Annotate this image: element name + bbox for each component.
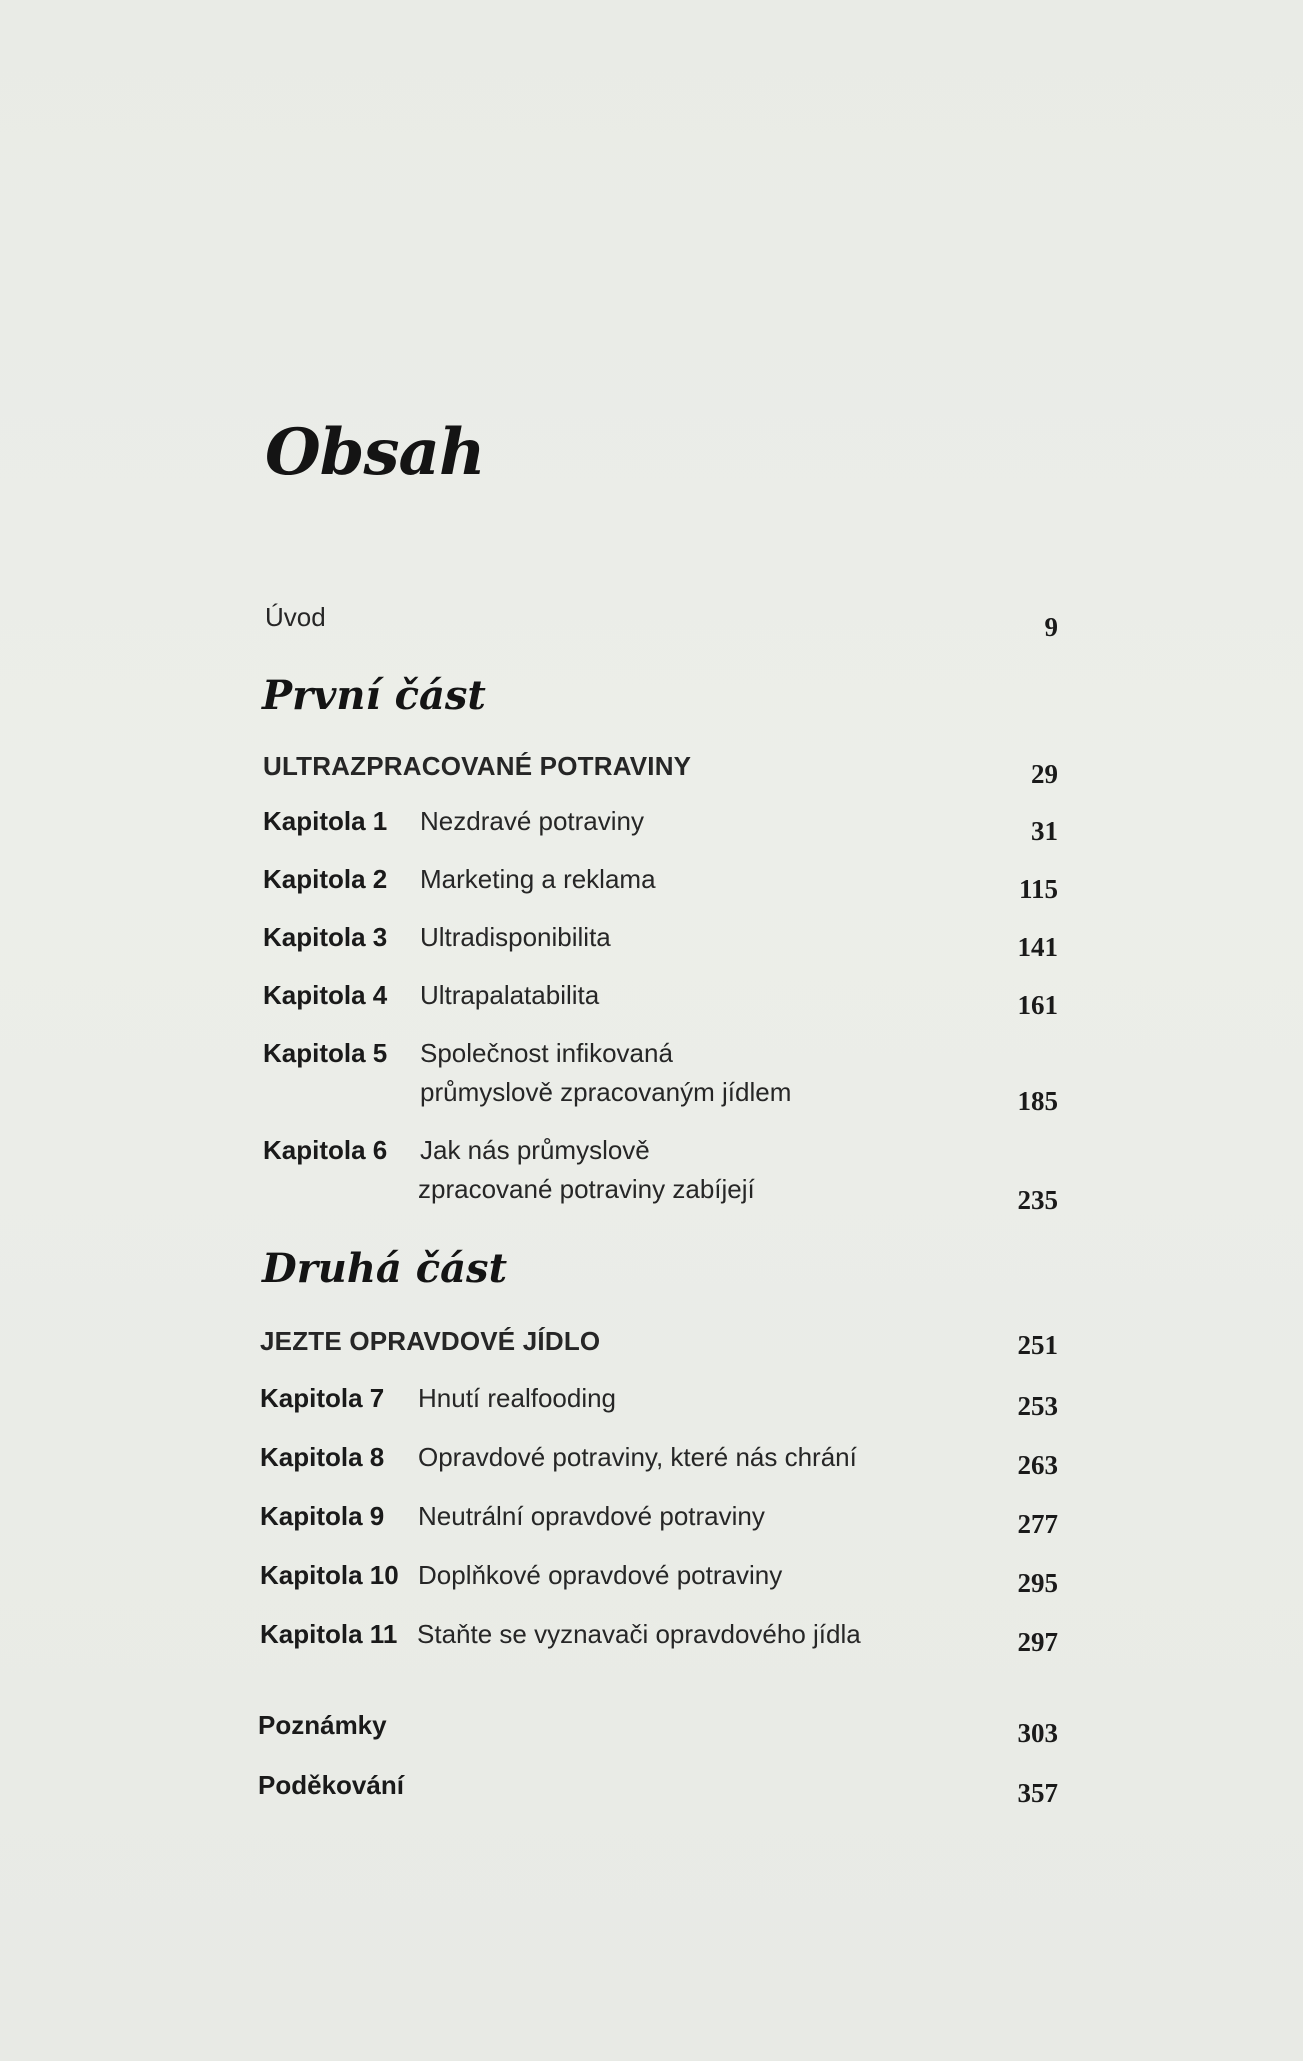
toc-chapter-8 [0, 1442, 1303, 1482]
page-number: 251 [1017, 1330, 1058, 1360]
chapter-title: Marketing a reklama [420, 864, 656, 894]
page-number: 185 [1017, 1086, 1058, 1116]
chapter-label: Kapitola 3 [263, 922, 388, 952]
page-number: 141 [1017, 932, 1058, 962]
toc-chapter-6 [0, 1135, 1303, 1215]
page-number: 297 [1017, 1627, 1058, 1657]
page-number: 9 [1044, 612, 1058, 642]
chapter-label: Kapitola 7 [260, 1383, 385, 1413]
chapter-title: Ultrapalatabilita [420, 980, 600, 1010]
section-label: ULTRAZPRACOVANÉ POTRAVINY [263, 751, 692, 781]
chapter-title-continued: zpracované potraviny zabíjejí [418, 1174, 755, 1204]
chapter-label: Kapitola 1 [263, 806, 388, 836]
page-number: 263 [1017, 1450, 1058, 1480]
chapter-title: Hnutí realfooding [418, 1383, 617, 1413]
chapter-label: Kapitola 11 [260, 1619, 398, 1649]
toc-chapter-11 [0, 1619, 1303, 1659]
toc-chapter-3 [0, 922, 1303, 962]
section-label: JEZTE OPRAVDOVÉ JÍDLO [260, 1326, 601, 1356]
chapter-label: Kapitola 5 [263, 1038, 388, 1068]
chapter-label: Kapitola 9 [260, 1501, 385, 1531]
chapter-title-continued: průmyslově zpracovaným jídlem [420, 1077, 792, 1107]
chapter-label: Kapitola 10 [260, 1560, 399, 1590]
entry-label: Poděkování [258, 1770, 404, 1800]
chapter-title: Opravdové potraviny, které nás chrání [418, 1442, 857, 1472]
toc-chapter-1 [0, 806, 1303, 846]
page-number: 253 [1017, 1391, 1058, 1421]
page-number: 235 [1017, 1185, 1058, 1215]
page-number: 115 [1018, 874, 1058, 904]
page-number: 357 [1017, 1778, 1058, 1808]
page-number: 31 [1031, 816, 1058, 846]
part-heading-1: První část [262, 672, 486, 719]
chapter-label: Kapitola 2 [263, 864, 388, 894]
chapter-title: Nezdravé potraviny [420, 806, 644, 836]
toc-chapter-10 [0, 1560, 1303, 1600]
page-number: 29 [1031, 759, 1058, 789]
chapter-label: Kapitola 8 [260, 1442, 385, 1472]
chapter-title: Společnost infikovaná [420, 1038, 673, 1068]
toc-chapter-9 [0, 1501, 1303, 1541]
page-number: 161 [1017, 990, 1058, 1020]
chapter-title: Jak nás průmyslově [420, 1135, 650, 1165]
page-number: 295 [1017, 1568, 1058, 1598]
chapter-label: Kapitola 4 [263, 980, 388, 1010]
chapter-title: Ultradisponibilita [420, 922, 611, 952]
toc-entry-notes [0, 1710, 1303, 1750]
toc-section-2 [0, 1322, 1303, 1362]
page-number: 303 [1017, 1718, 1058, 1748]
chapter-title: Doplňkové opravdové potraviny [418, 1560, 783, 1590]
page-title: Obsah [265, 415, 485, 490]
entry-label: Poznámky [258, 1710, 387, 1740]
toc-chapter-4 [0, 980, 1303, 1020]
toc-chapter-2 [0, 864, 1303, 904]
chapter-label: Kapitola 6 [263, 1135, 388, 1165]
chapter-title: Staňte se vyznavači opravdového jídla [417, 1619, 861, 1649]
toc-section-1 [0, 747, 1303, 787]
page-number: 277 [1017, 1509, 1058, 1539]
toc-chapter-7 [0, 1383, 1303, 1423]
part-heading-2: Druhá část [262, 1245, 508, 1292]
toc-entry-intro [0, 598, 1303, 642]
chapter-title: Neutrální opravdové potraviny [418, 1501, 765, 1531]
toc-entry-thanks [0, 1770, 1303, 1810]
toc-chapter-5 [0, 1038, 1303, 1118]
entry-label: Úvod [265, 602, 326, 632]
